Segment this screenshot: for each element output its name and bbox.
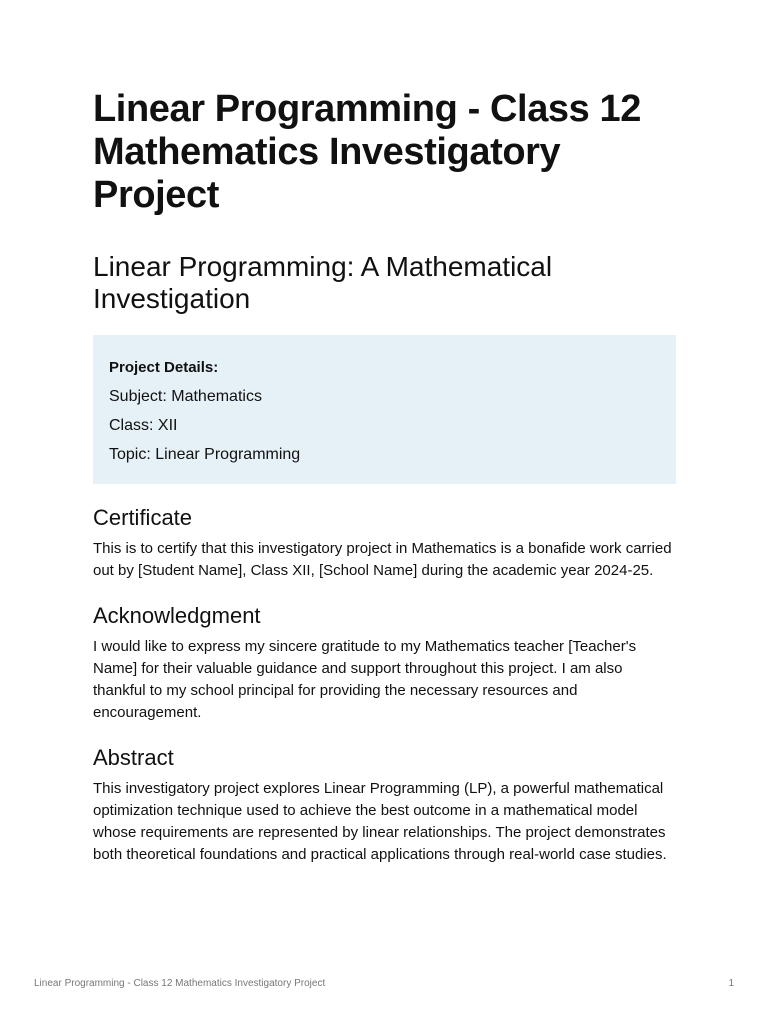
- acknowledgment-body: I would like to express my sincere gratitude to my Mathematics teacher [Teacher's Name] for their valuable guidance and support throughout this project. I am also thankful to my school principal for providing the necessary resources and encouragement.: [93, 638, 637, 721]
- abstract-section: [93, 744, 676, 866]
- acknowledgment-heading: Acknowledgment: [93, 603, 261, 628]
- abstract-body: This investigatory project explores Linear Programming (LP), a powerful mathematical optimization technique used to achieve the best outcome in a mathematical model whose requirements are represented by linear relationships. The project demonstrates both theoretical foundations and practical applications through real-world case studies.: [93, 780, 667, 863]
- abstract-heading: Abstract: [93, 745, 174, 770]
- project-details-heading: Project Details:: [109, 359, 219, 376]
- document-title: Linear Programming - Class 12 Mathematics Investigatory Project: [93, 88, 642, 216]
- acknowledgment-section: [93, 602, 676, 724]
- project-details-box: [93, 335, 676, 484]
- project-detail-topic: Topic: Linear Programming: [109, 446, 301, 463]
- page-content: [93, 88, 676, 866]
- certificate-body: This is to certify that this investigatory project in Mathematics is a bonafide work carried out by [Student Name], Class XII, [School Name] during the academic year 2024-25.: [93, 540, 672, 579]
- project-detail-class: Class: XII: [109, 417, 178, 434]
- project-detail-subject: Subject: Mathematics: [109, 388, 262, 405]
- certificate-heading: Certificate: [93, 505, 193, 530]
- document-subtitle: Linear Programming: A Mathematical Investigation: [93, 251, 553, 314]
- footer-page-number: 1: [728, 978, 734, 989]
- footer-title: Linear Programming - Class 12 Mathematics Investigatory Project: [34, 978, 326, 989]
- certificate-section: [93, 504, 676, 582]
